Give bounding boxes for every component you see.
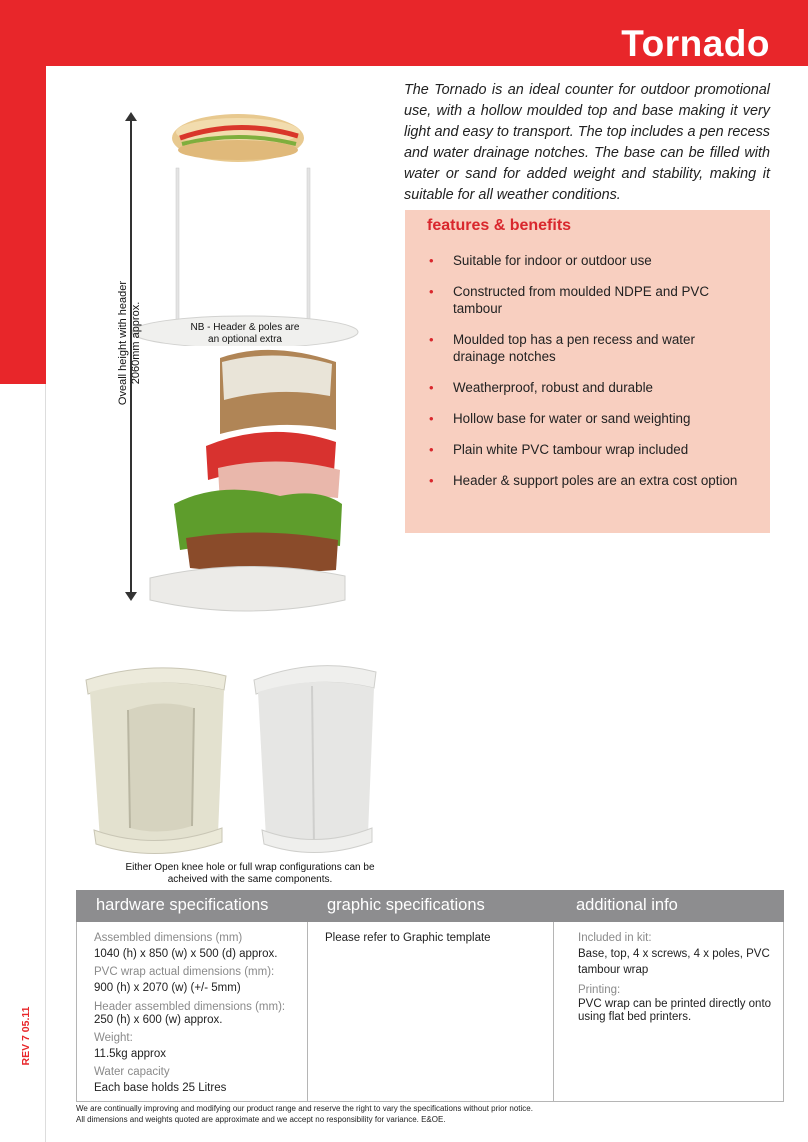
printing-label: Printing: — [578, 984, 621, 996]
graphic-spec-column — [325, 930, 545, 948]
additional-info-heading: additional info — [576, 896, 678, 914]
open-knee-hole-counter — [86, 668, 226, 854]
wrap-dimensions-label: PVC wrap actual dimensions (mm): — [94, 966, 275, 978]
column-divider — [553, 922, 554, 1102]
configuration-caption: Either Open knee hole or full wrap configurations can be acheived with the same components. — [125, 862, 375, 885]
assembled-dimensions-label: Assembled dimensions (mm) — [94, 932, 243, 944]
disclaimer-text: We are continually improving and modifying our product range and reserve the right to vary the specifications without prior notice. All dimensions and weights quoted are approximate and we accept no responsibility for variance. E&OE. — [76, 1104, 533, 1124]
water-capacity-label: Water capacity — [94, 1066, 170, 1078]
full-wrap-counter — [254, 666, 376, 853]
header-dimensions-value: 250 (h) x 600 (w) approx. — [94, 1014, 223, 1026]
bullet-icon: • — [429, 380, 434, 395]
arrow-down-icon — [125, 592, 137, 601]
wrap-dimensions-value: 900 (h) x 2070 (w) (+/- 5mm) — [94, 982, 241, 994]
support-pole-right — [307, 168, 310, 322]
feature-item: • Moulded top has a pen recess and water drainage notches — [429, 332, 695, 364]
included-kit-label: Included in kit: — [578, 932, 652, 944]
weight-value: 11.5kg approx — [94, 1048, 167, 1060]
water-capacity-value: Each base holds 25 Litres — [94, 1082, 227, 1094]
revision-label: REV 7 05.11 — [20, 1006, 32, 1066]
hardware-spec-heading: hardware specifications — [96, 896, 269, 914]
additional-info-column — [578, 930, 778, 1026]
intro-paragraph: The Tornado is an ideal counter for outdoor promotional use, with a hollow moulded top and base making it very light and easy to transport. The top includes a pen recess and water drainage notches. The base can be filled with water or sand for added weight and stability, making it suitable for all weather conditions. — [404, 82, 770, 203]
graphic-spec-heading: graphic specifications — [327, 896, 485, 914]
column-divider — [307, 922, 308, 1102]
feature-item: • Suitable for indoor or outdoor use — [429, 253, 652, 268]
arrow-up-icon — [125, 112, 137, 121]
features-title: features & benefits — [427, 217, 572, 234]
graphic-template-note: Please refer to Graphic template — [325, 932, 491, 944]
side-accent-bar — [0, 66, 46, 384]
bullet-icon: • — [429, 253, 434, 268]
bullet-icon: • — [429, 442, 434, 457]
height-dimension-label: Oveall height with header 2060mm approx. — [117, 280, 142, 406]
feature-item: • Weatherproof, robust and durable — [429, 380, 653, 395]
feature-item: • Header & support poles are an extra cost option — [429, 473, 738, 488]
counter-base — [150, 566, 345, 611]
feature-item: • Plain white PVC tambour wrap included — [429, 442, 689, 457]
tambour-graphic — [174, 346, 342, 574]
included-kit-value: Base, top, 4 x screws, 4 x poles, PVC tambour wrap — [578, 948, 770, 976]
bullet-icon: • — [429, 411, 434, 426]
header-dimensions-label: Header assembled dimensions (mm): — [94, 1001, 286, 1013]
support-pole-left — [176, 168, 179, 322]
spec-table-header — [76, 890, 784, 922]
features-list — [427, 252, 748, 489]
product-illustration — [110, 100, 370, 630]
assembled-dimensions-value: 1040 (h) x 850 (w) x 500 (d) approx. — [94, 948, 278, 960]
features-panel — [405, 210, 770, 533]
bullet-icon: • — [429, 332, 434, 347]
feature-item: • Hollow base for water or sand weighting — [429, 411, 691, 426]
header-panel-image — [168, 100, 308, 168]
optional-extra-note: NB - Header & poles are an optional extra — [190, 322, 300, 345]
configuration-photos — [76, 650, 396, 860]
bullet-icon: • — [429, 284, 434, 299]
page-title: Tornado — [621, 23, 770, 64]
hardware-spec-column — [94, 930, 304, 1098]
bullet-icon: • — [429, 473, 434, 488]
weight-label: Weight: — [94, 1032, 133, 1044]
printing-value: PVC wrap can be printed directly onto using flat bed printers. — [578, 998, 772, 1023]
feature-item: • Constructed from moulded NDPE and PVC tambour — [429, 284, 710, 316]
